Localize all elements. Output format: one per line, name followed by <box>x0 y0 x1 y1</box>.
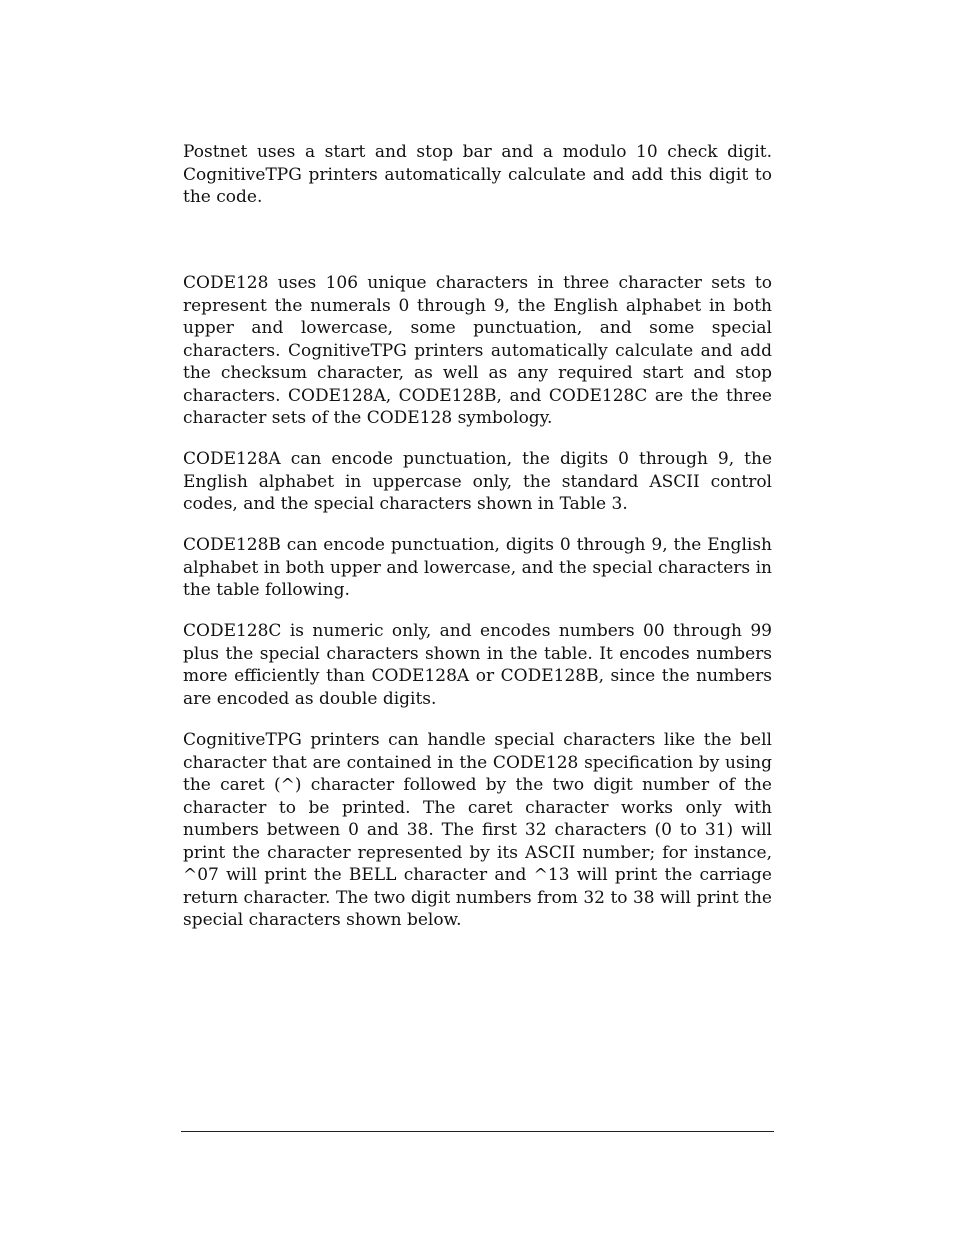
paragraph-code128c: CODE128C is numeric only, and encodes numbers 00 through 99 plus the special characters shown in the table. It encodes numbers more efficiently than CODE128A or CODE128B, since the numbers are encoded as double digits. <box>183 621 772 709</box>
paragraph-postnet: Postnet uses a start and stop bar and a modulo 10 check digit. CognitiveTPG printers automatically calculate and add this digit to the code. <box>183 142 772 207</box>
footer-divider <box>181 1131 774 1132</box>
paragraph-code128b: CODE128B can encode punctuation, digits 0 through 9, the English alphabet in both upper and lowercase, and the special characters in the table following. <box>183 535 772 600</box>
paragraph-code128: CODE128 uses 106 unique characters in three character sets to represent the numerals 0 through 9, the English alphabet in both upper and lowercase, some punctuation, and some special characters. CognitiveTPG printers automatically calculate and add the checksum character, as well as any required start and stop characters. CODE128A, CODE128B, and CODE128C are the three character sets of the CODE128 symbology. <box>183 273 772 428</box>
paragraph-caret-characters: CognitiveTPG printers can handle special characters like the bell character that are contained in the CODE128 specification by using the caret (^) character followed by the two digit number of the character to be printed. The caret character works only with numbers between 0 and 38. The first 32 characters (0 to 31) will print the character represented by its ASCII number; for instance, ^07 will print the BELL character and ^13 will print the carriage return character. The two digit numbers from 32 to 38 will print the special characters shown below. <box>183 730 772 930</box>
paragraph-code128a: CODE128A can encode punctuation, the digits 0 through 9, the English alphabet in uppercase only, the standard ASCII control codes, and the special characters shown in Table 3. <box>183 449 772 514</box>
